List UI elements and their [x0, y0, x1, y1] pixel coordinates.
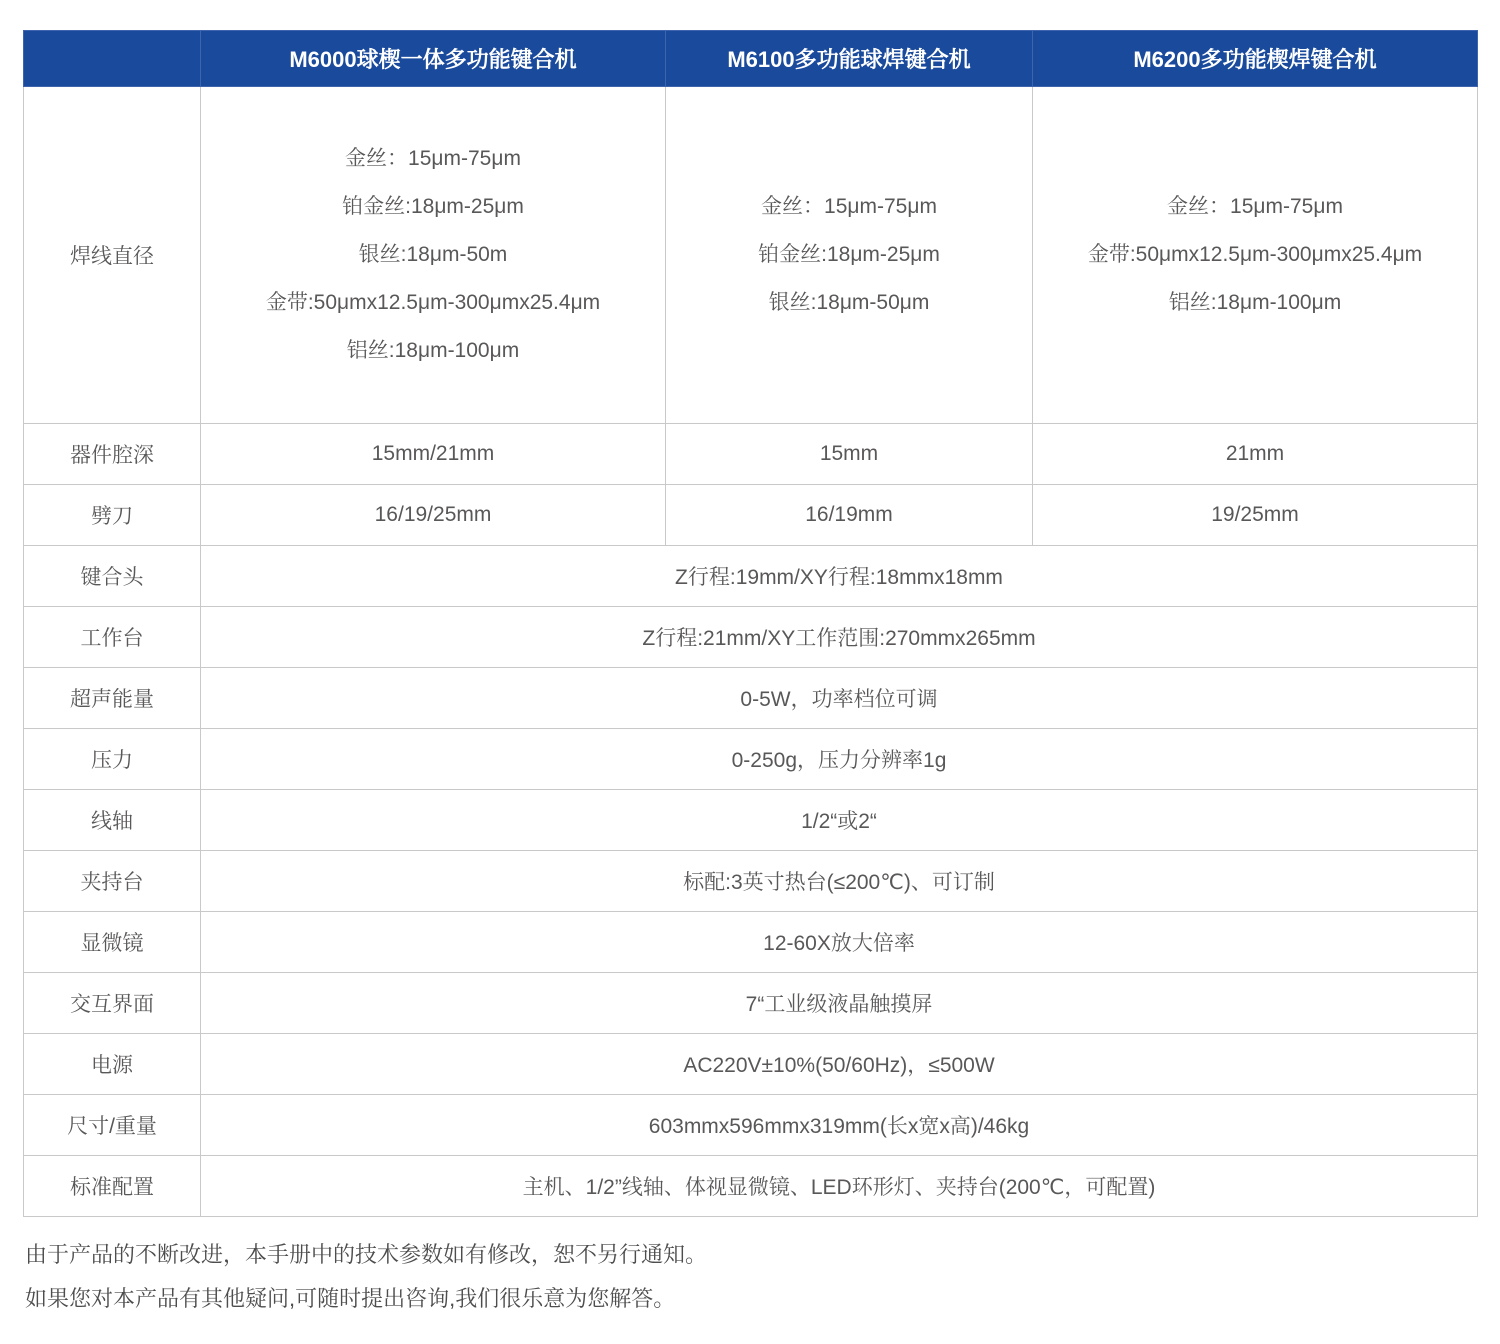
spec-line: 金丝：15μm-75μm — [1167, 195, 1343, 218]
table-row-wire-diameter — [24, 87, 1478, 424]
table-row-standard-config — [24, 1156, 1478, 1217]
row-label-clamp-stage: 夹持台 — [24, 851, 201, 912]
wedge-tool-m6200-cell: 19/25mm — [1033, 485, 1478, 546]
wire-diameter-m6000-lines — [207, 135, 659, 375]
table-row-microscope — [24, 912, 1478, 973]
worktable-value-cell: Z行程:21mm/XY工作范围:270mmx265mm — [201, 607, 1478, 668]
row-label-ultrasonic-energy: 超声能量 — [24, 668, 201, 729]
spec-line: 金丝：15μm-75μm — [345, 147, 521, 170]
wire-diameter-m6200-cell — [1033, 87, 1478, 424]
row-label-worktable: 工作台 — [24, 607, 201, 668]
header-product-m6100: M6100多功能球焊键合机 — [666, 31, 1033, 87]
row-label-power: 电源 — [24, 1034, 201, 1095]
row-label-spool: 线轴 — [24, 790, 201, 851]
table-row-force — [24, 729, 1478, 790]
table-header-row — [24, 31, 1478, 87]
row-label-interface: 交互界面 — [24, 973, 201, 1034]
spec-line: 金带:50μmx12.5μm-300μmx25.4μm — [1087, 243, 1423, 266]
spec-line: 银丝:18μm-50μm — [768, 291, 930, 314]
table-row-worktable — [24, 607, 1478, 668]
header-product-m6000: M6000球楔一体多功能键合机 — [201, 31, 666, 87]
footer-note-revision: 由于产品的不断改进，本手册中的技术参数如有修改，恕不另行通知。 — [25, 1242, 708, 1267]
spec-line: 铂金丝:18μm-25μm — [758, 243, 940, 266]
table-row-bond-head — [24, 546, 1478, 607]
interface-value-cell: 7“工业级液晶触摸屏 — [201, 973, 1478, 1034]
wire-diameter-m6100-lines — [672, 183, 1026, 327]
wedge-tool-m6000-cell: 16/19/25mm — [201, 485, 666, 546]
spec-line: 金丝：15μm-75μm — [761, 195, 937, 218]
force-value-cell: 0-250g，压力分辨率1g — [201, 729, 1478, 790]
header-product-m6200: M6200多功能楔焊键合机 — [1033, 31, 1478, 87]
standard-config-value-cell: 主机、1/2”线轴、体视显微镜、LED环形灯、夹持台(200℃，可配置) — [201, 1156, 1478, 1217]
table-row-power — [24, 1034, 1478, 1095]
spec-line: 铝丝:18μm-100μm — [1168, 291, 1342, 314]
bond-head-value-cell: Z行程:19mm/XY行程:18mmx18mm — [201, 546, 1478, 607]
table-row-spool — [24, 790, 1478, 851]
wedge-tool-m6100-cell: 16/19mm — [666, 485, 1033, 546]
cavity-depth-m6100-cell: 15mm — [666, 424, 1033, 485]
cavity-depth-m6000-cell: 15mm/21mm — [201, 424, 666, 485]
wire-diameter-m6200-lines — [1039, 183, 1471, 327]
row-label-bond-head: 键合头 — [24, 546, 201, 607]
row-label-standard-config: 标准配置 — [24, 1156, 201, 1217]
table-row-cavity-depth — [24, 424, 1478, 485]
power-value-cell: AC220V±10%(50/60Hz)，≤500W — [201, 1034, 1478, 1095]
row-label-force: 压力 — [24, 729, 201, 790]
footer-notes — [25, 1242, 707, 1330]
table-row-ultrasonic-energy — [24, 668, 1478, 729]
ultrasonic-energy-value-cell: 0-5W，功率档位可调 — [201, 668, 1478, 729]
footer-note-contact: 如果您对本产品有其他疑问,可随时提出咨询,我们很乐意为您解答。 — [25, 1286, 676, 1311]
row-label-dimensions-weight: 尺寸/重量 — [24, 1095, 201, 1156]
clamp-stage-value-cell: 标配:3英寸热台(≤200℃)、可订制 — [201, 851, 1478, 912]
row-label-microscope: 显微镜 — [24, 912, 201, 973]
spec-line: 铝丝:18μm-100μm — [346, 339, 520, 362]
dimensions-weight-value-cell: 603mmx596mmx319mm(长x宽x高)/46kg — [201, 1095, 1478, 1156]
wire-diameter-m6000-cell — [201, 87, 666, 424]
spec-line: 银丝:18μm-50m — [358, 243, 508, 266]
spool-value-cell: 1/2“或2“ — [201, 790, 1478, 851]
spec-line: 金带:50μmx12.5μm-300μmx25.4μm — [265, 291, 601, 314]
wire-diameter-m6100-cell — [666, 87, 1033, 424]
cavity-depth-m6200-cell: 21mm — [1033, 424, 1478, 485]
table-row-wedge-tool — [24, 485, 1478, 546]
row-label-cavity-depth: 器件腔深 — [24, 424, 201, 485]
row-label-wire-diameter: 焊线直径 — [24, 87, 201, 424]
row-label-wedge-tool: 劈刀 — [24, 485, 201, 546]
table-row-interface — [24, 973, 1478, 1034]
microscope-value-cell: 12-60X放大倍率 — [201, 912, 1478, 973]
product-spec-table — [23, 30, 1478, 1217]
table-row-clamp-stage — [24, 851, 1478, 912]
table-row-dimensions-weight — [24, 1095, 1478, 1156]
spec-line: 铂金丝:18μm-25μm — [342, 195, 524, 218]
header-corner-cell — [24, 31, 201, 87]
